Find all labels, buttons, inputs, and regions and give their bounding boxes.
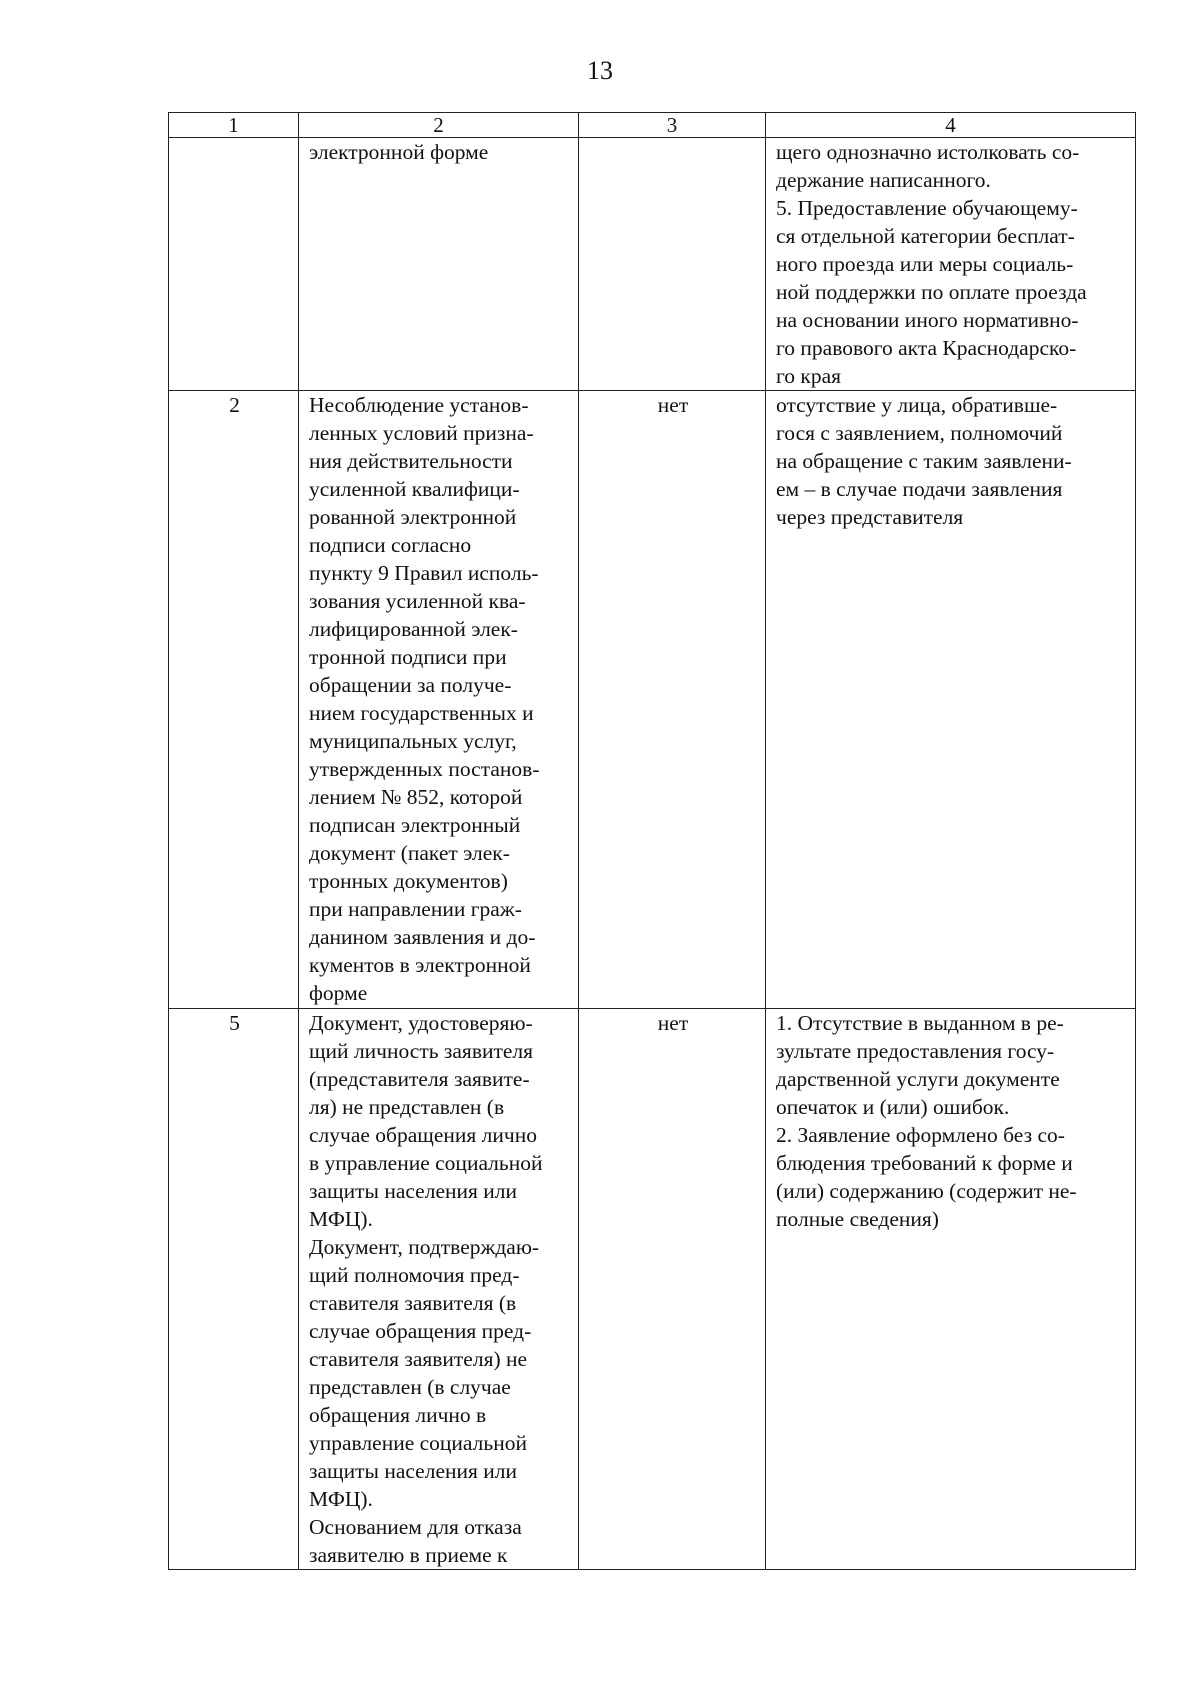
- header-cell-2: 2: [299, 113, 579, 138]
- page-number: 13: [587, 56, 613, 85]
- table-row: [169, 1009, 1136, 1570]
- header-cell-3: 3: [579, 113, 766, 138]
- row-number-cell: 2: [169, 391, 299, 1009]
- flag-cell: нет: [579, 1009, 766, 1570]
- grounds-text: отсутствие у лица, обративше- гося с заявлением, полномочий на обращение с таким заявлени- ем – в случае подачи заявления через представителя: [776, 393, 1072, 529]
- header-cell-1: 1: [169, 113, 299, 138]
- reason-text: Документ, удостоверяю- щий личность заявителя (представителя заявите- ля) не представлен (в случае обращения лично в управление социальной защиты населения или МФЦ). Документ, подтверждаю- щий полномочия пред- ставителя заявителя (в случае обращения пред- ставителя заявителя) не представлен (в случае обращения лично в управление социальной защиты населения или МФЦ). Основанием для отказа заявителю в приеме к: [309, 1011, 543, 1567]
- document-table: [168, 112, 1136, 1570]
- grounds-cell: [766, 138, 1136, 391]
- reason-text: Несоблюдение установ- ленных условий призна- ния действительности усиленной квалифици- рованной электронной подписи согласно пункту 9 Правил исполь- зования усиленной ква- лифицированной элек- тронной подписи при обращении за получе- нием государственных и муниципальных услуг, утвержденных постанов- лением № 852, которой подписан электронный документ (пакет элек- тронных документов) при направлении граж- данином заявления и до- кументов в электронной форме: [309, 393, 540, 1005]
- row-number-cell: [169, 138, 299, 391]
- table-row: [169, 138, 1136, 391]
- row-number-cell: 5: [169, 1009, 299, 1570]
- grounds-text: 1. Отсутствие в выданном в ре- зультате предоставления госу- дарственной услуги документе опечаток и (или) ошибок. 2. Заявление оформлено без со- блюдения требований к форме и (или) содержанию (содержит не- полные сведения): [776, 1011, 1077, 1231]
- table-row: [169, 391, 1136, 1009]
- reason-cell: [299, 1009, 579, 1570]
- reason-cell: [299, 391, 579, 1009]
- grounds-cell: [766, 391, 1136, 1009]
- reason-text: электронной форме: [309, 140, 489, 164]
- header-cell-4: 4: [766, 113, 1136, 138]
- reason-cell: [299, 138, 579, 391]
- flag-cell: нет: [579, 391, 766, 1009]
- grounds-text: щего однозначно истолковать со- держание написанного. 5. Предоставление обучающему- ся отдельной категории бесплат- ного проезда или меры социаль- ной поддержки по оплате проезда на основании иного нормативно- го правового акта Краснодарско- го края: [776, 140, 1087, 388]
- table-header-row: [169, 113, 1136, 138]
- flag-cell: [579, 138, 766, 391]
- grounds-cell: [766, 1009, 1136, 1570]
